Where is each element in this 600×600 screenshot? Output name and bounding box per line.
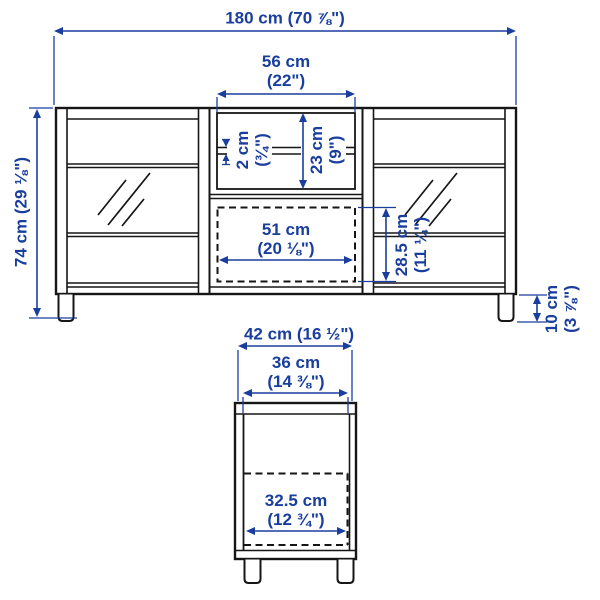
dim-drawer-width-label: [257, 220, 314, 258]
dim-text: 74 cm (29 ⅛"): [11, 156, 31, 268]
dim-text: 36 cm: [271, 353, 321, 372]
dim-shelf-thickness-label: [233, 131, 271, 170]
dim-total-depth-label: [244, 325, 354, 344]
dim-text: (11 ¼"): [411, 216, 430, 274]
dim-opening-width-label: [262, 52, 310, 90]
glass-door-marks-left: [98, 173, 150, 226]
dim-opening-height-arrow: [299, 113, 307, 189]
dim-text: 32.5 cm: [264, 491, 328, 510]
dim-text: (¾"): [252, 133, 271, 167]
dim-top-depth-label: [267, 353, 324, 391]
dim-text: 42 cm (16 ½"): [243, 324, 355, 344]
dim-total-height-label: [12, 157, 31, 267]
front-view-legs: [59, 295, 514, 322]
dim-text: 51 cm: [261, 220, 311, 239]
dim-text: (12 ¾"): [267, 510, 325, 529]
dim-text: (20 ⅛"): [257, 239, 315, 258]
side-view-legs: [245, 560, 354, 584]
dim-leg-height-label: [542, 285, 580, 333]
front-view-cabinet-outline: [56, 108, 516, 294]
dim-text: 23 cm: [307, 125, 326, 175]
dim-drawer-height-label: [392, 214, 430, 276]
dim-total-width-label: [225, 9, 345, 28]
side-view-cabinet-outline: [235, 403, 356, 559]
dim-text: 28.5 cm: [392, 213, 411, 277]
dim-drawer-height-arrow: [358, 208, 396, 282]
dim-text: (9"): [326, 135, 345, 165]
dim-drawer-depth-label: [265, 491, 327, 529]
dim-text: 2 cm: [233, 130, 252, 170]
dim-text: 180 cm (70 ⅞"): [225, 8, 345, 28]
dim-text: (3 ⅞"): [561, 285, 580, 333]
dim-shelf-thickness-arrows: [222, 140, 230, 165]
dim-text: (14 ⅜"): [267, 372, 325, 391]
dim-top-depth-arrow: [243, 389, 348, 413]
dim-text: 10 cm: [542, 284, 561, 334]
dim-text: (22"): [266, 71, 306, 90]
dim-opening-height-label: [307, 126, 345, 174]
dim-text: 56 cm: [261, 52, 311, 71]
